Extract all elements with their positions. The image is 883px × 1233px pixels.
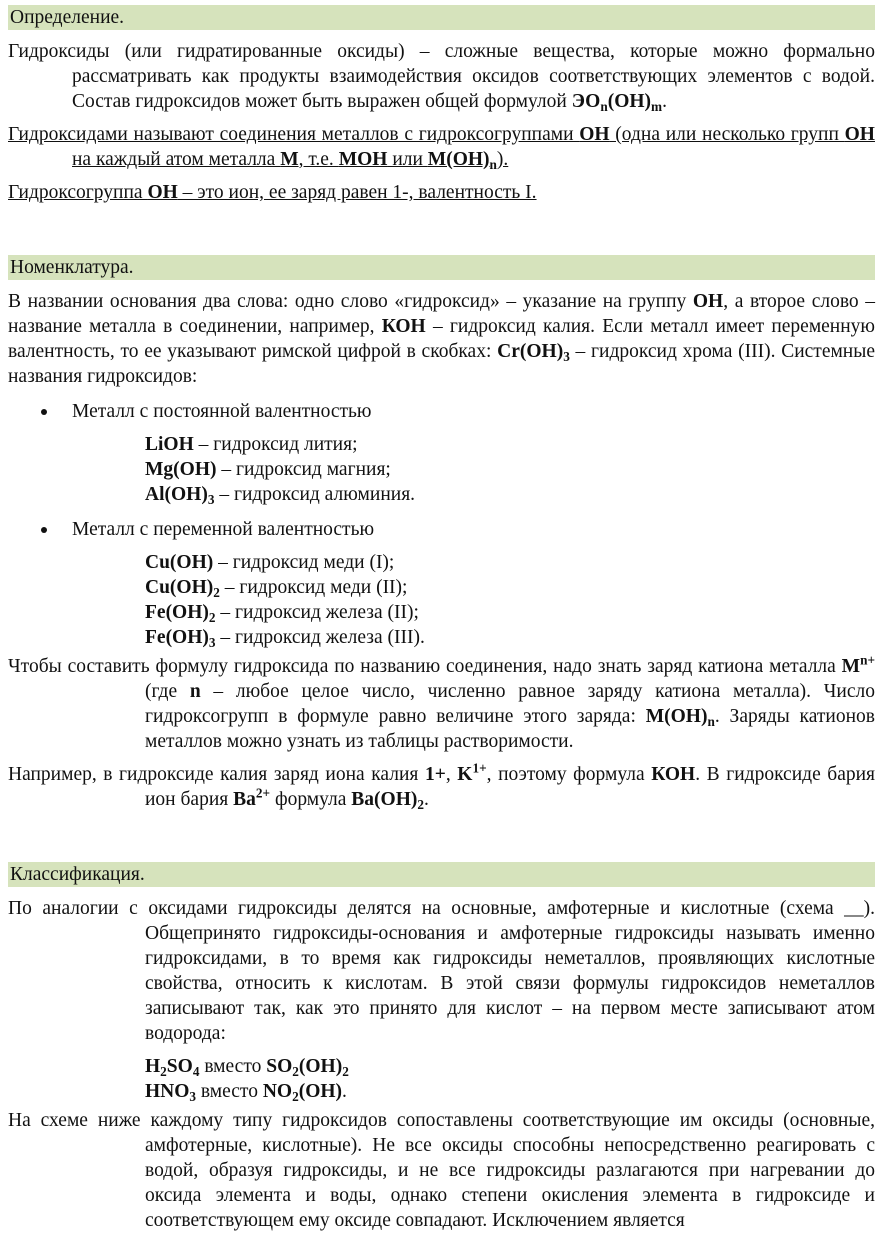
bold-text: K — [457, 764, 473, 785]
bold-text: КОН — [381, 316, 426, 337]
text-run: Гидроксидами называют соединения металлов с гидроксогруппами — [8, 124, 580, 145]
superscript: 1+ — [472, 760, 487, 776]
formula-line — [8, 550, 875, 575]
paragraph — [8, 654, 875, 754]
text-run: , т.е. — [298, 149, 339, 170]
text-run: – гидроксид магния; — [216, 459, 391, 480]
subscript: 4 — [192, 1063, 200, 1079]
superscript: n+ — [860, 652, 875, 668]
paragraph — [8, 180, 875, 205]
bold-text: (ОН) — [607, 91, 652, 112]
text-run: Металл с постоянной валентностью — [72, 401, 372, 422]
paragraph — [8, 39, 875, 114]
text-run: . — [424, 789, 429, 810]
bold-text: Ba — [233, 789, 256, 810]
section — [8, 862, 875, 1233]
formula-line — [8, 482, 875, 507]
text-run: вместо — [196, 1081, 263, 1102]
bold-text: HNO — [145, 1081, 190, 1102]
paragraph — [8, 122, 875, 172]
subscript: 2 — [417, 796, 424, 812]
text-run: . — [662, 91, 667, 112]
bold-text: ОН — [579, 124, 610, 145]
subscript: 2 — [292, 1088, 299, 1104]
text-run: (одна или несколько групп — [609, 124, 845, 145]
text-run: формула — [270, 789, 352, 810]
subscript: 3 — [208, 634, 216, 650]
text-run: По аналогии с оксидами гидроксиды делятся на основные, амфотерные и кислотные (схема __). Общепринято гидроксиды-основания и амфотерные гидроксиды называть именно гидроксидами, в то время как гидроксиды неметаллов, проявляющих кислотные свойства, относить к кислотам. В этой связи формулы гидроксидов неметаллов записывают так, как это принято для кислот – на первом месте записывают атом водорода: — [8, 898, 875, 1044]
bold-text: ОН — [692, 291, 724, 312]
subscript: 2 — [342, 1063, 349, 1079]
text-run: – гидроксид алюминия. — [214, 484, 416, 505]
bold-text: Fe(OH) — [145, 627, 209, 648]
text-run: – гидроксид калия. Если металл имеет переменную валентность, то ее указывают римской цифрой в скобках: — [8, 316, 875, 362]
bold-text: Cu(OH) — [145, 552, 214, 573]
text-run: на каждый атом металла — [72, 149, 281, 170]
section — [8, 255, 875, 812]
paragraph — [8, 762, 875, 812]
bold-text: M — [841, 656, 861, 677]
subscript: 3 — [207, 491, 215, 507]
bullet-icon — [41, 527, 47, 533]
subscript: n — [707, 713, 715, 729]
section-heading: Определение. — [8, 5, 875, 30]
bold-text: Cu(OH) — [145, 577, 214, 598]
text-run: Гидроксиды (или гидратированные оксиды) – сложные вещества, которые можно формально рассматривать как продукты взаимодействия оксидов соответствующих элементов с водой. Состав гидроксидов может быть выражен общей формулой — [8, 41, 875, 112]
section-heading: Номенклатура. — [8, 255, 875, 280]
text-run: Гидроксогруппа — [8, 182, 148, 203]
section-heading: Классификация. — [8, 862, 875, 887]
text-run: Чтобы составить формулу гидроксида по названию соединения, надо знать заряд катиона металла — [8, 656, 842, 677]
bold-text: SO — [266, 1056, 293, 1077]
text-run: – это ион, ее заряд равен 1-, валентность I. — [177, 182, 537, 203]
bold-text: М(ОН) — [427, 149, 490, 170]
text-run: вместо — [199, 1056, 267, 1077]
text-run: В названии основания два слова: одно слово «гидроксид» – указание на группу — [8, 291, 693, 312]
bold-text: ОН — [844, 124, 875, 145]
bullet-icon — [41, 409, 47, 415]
text-run: – любое целое число, численно равное заряду катиона металла). Число гидроксогрупп в формуле равно величине этого заряда: — [145, 681, 875, 727]
bold-text: NO — [262, 1081, 293, 1102]
subscript: n — [489, 156, 497, 172]
subscript: 2 — [213, 584, 220, 600]
superscript: 2+ — [255, 785, 271, 801]
text-run: На схеме ниже каждому типу гидроксидов сопоставлены соответствующие им оксиды (основные, амфотерные, кислотные). Не все оксиды способны непосредственно реагировать с водой, образуя гидроксиды, и не все гидроксиды разлагаются при нагревании до оксида элемента и воды, однако степени окисления элемента в гидроксиде и соответствующем ему оксиде совпадают. Исключением является — [8, 1110, 875, 1231]
bold-text: (OH) — [298, 1056, 343, 1077]
bold-text: Al(OH) — [145, 484, 208, 505]
subscript: 3 — [189, 1088, 197, 1104]
subscript: 2 — [208, 609, 216, 625]
subscript: m — [651, 98, 663, 114]
bold-text: М — [280, 149, 299, 170]
bold-text: КОН — [651, 764, 696, 785]
subscript: n — [600, 98, 608, 114]
paragraph — [8, 1108, 875, 1233]
formula-line — [8, 1079, 875, 1104]
text-run: – гидроксид меди (I); — [213, 552, 395, 573]
paragraph — [8, 896, 875, 1046]
text-run: , поэтому формула — [486, 764, 652, 785]
bold-text: n — [189, 681, 201, 702]
subscript: 2 — [160, 1063, 167, 1079]
bold-text: SO — [166, 1056, 193, 1077]
subscript: 2 — [292, 1063, 299, 1079]
text-run: . Заряды катионов металлов можно узнать из таблицы растворимости. — [145, 706, 875, 752]
bold-text: Mg(OH) — [145, 459, 217, 480]
text-run: . В гидроксиде бария ион бария — [145, 764, 876, 810]
bold-text: LiOH — [145, 434, 194, 455]
formula-line — [8, 1054, 875, 1079]
bullet-item — [8, 399, 875, 424]
paragraph — [8, 289, 875, 389]
bold-text: ЭО — [571, 91, 601, 112]
bold-text: M(OH) — [645, 706, 708, 727]
bold-text: Fe(OH) — [145, 602, 209, 623]
text-run: Металл с переменной валентностью — [72, 519, 375, 540]
bold-text: H — [145, 1056, 161, 1077]
subscript: 3 — [563, 348, 570, 364]
text-run: – гидроксид лития; — [193, 434, 358, 455]
text-run: , — [445, 764, 458, 785]
text-run: (где — [145, 681, 190, 702]
bold-text: Cr(OH) — [497, 341, 564, 362]
formula-line — [8, 432, 875, 457]
text-run: ). — [496, 149, 509, 170]
formula-line — [8, 625, 875, 650]
section — [8, 5, 875, 205]
text-run: , а второе слово – название металла в соединении, например, — [8, 291, 875, 337]
bold-text: Ba(OH) — [351, 789, 418, 810]
bold-text: МОН — [338, 149, 388, 170]
formula-line — [8, 457, 875, 482]
formula-line — [8, 600, 875, 625]
formula-line — [8, 575, 875, 600]
text-run: или — [387, 149, 428, 170]
bold-text: ОН — [147, 182, 178, 203]
text-run: – гидроксид железа (III). — [215, 627, 425, 648]
bold-text: 1+ — [424, 764, 446, 785]
text-run: – гидроксид железа (II); — [215, 602, 419, 623]
bold-text: (OH) — [298, 1081, 343, 1102]
text-run: Например, в гидроксиде калия заряд иона калия — [8, 764, 425, 785]
text-run: – гидроксид меди (II); — [219, 577, 408, 598]
bullet-item — [8, 517, 875, 542]
text-run: . — [342, 1081, 347, 1102]
text-run: – гидроксид хрома (III). Системные названия гидроксидов: — [8, 341, 876, 387]
